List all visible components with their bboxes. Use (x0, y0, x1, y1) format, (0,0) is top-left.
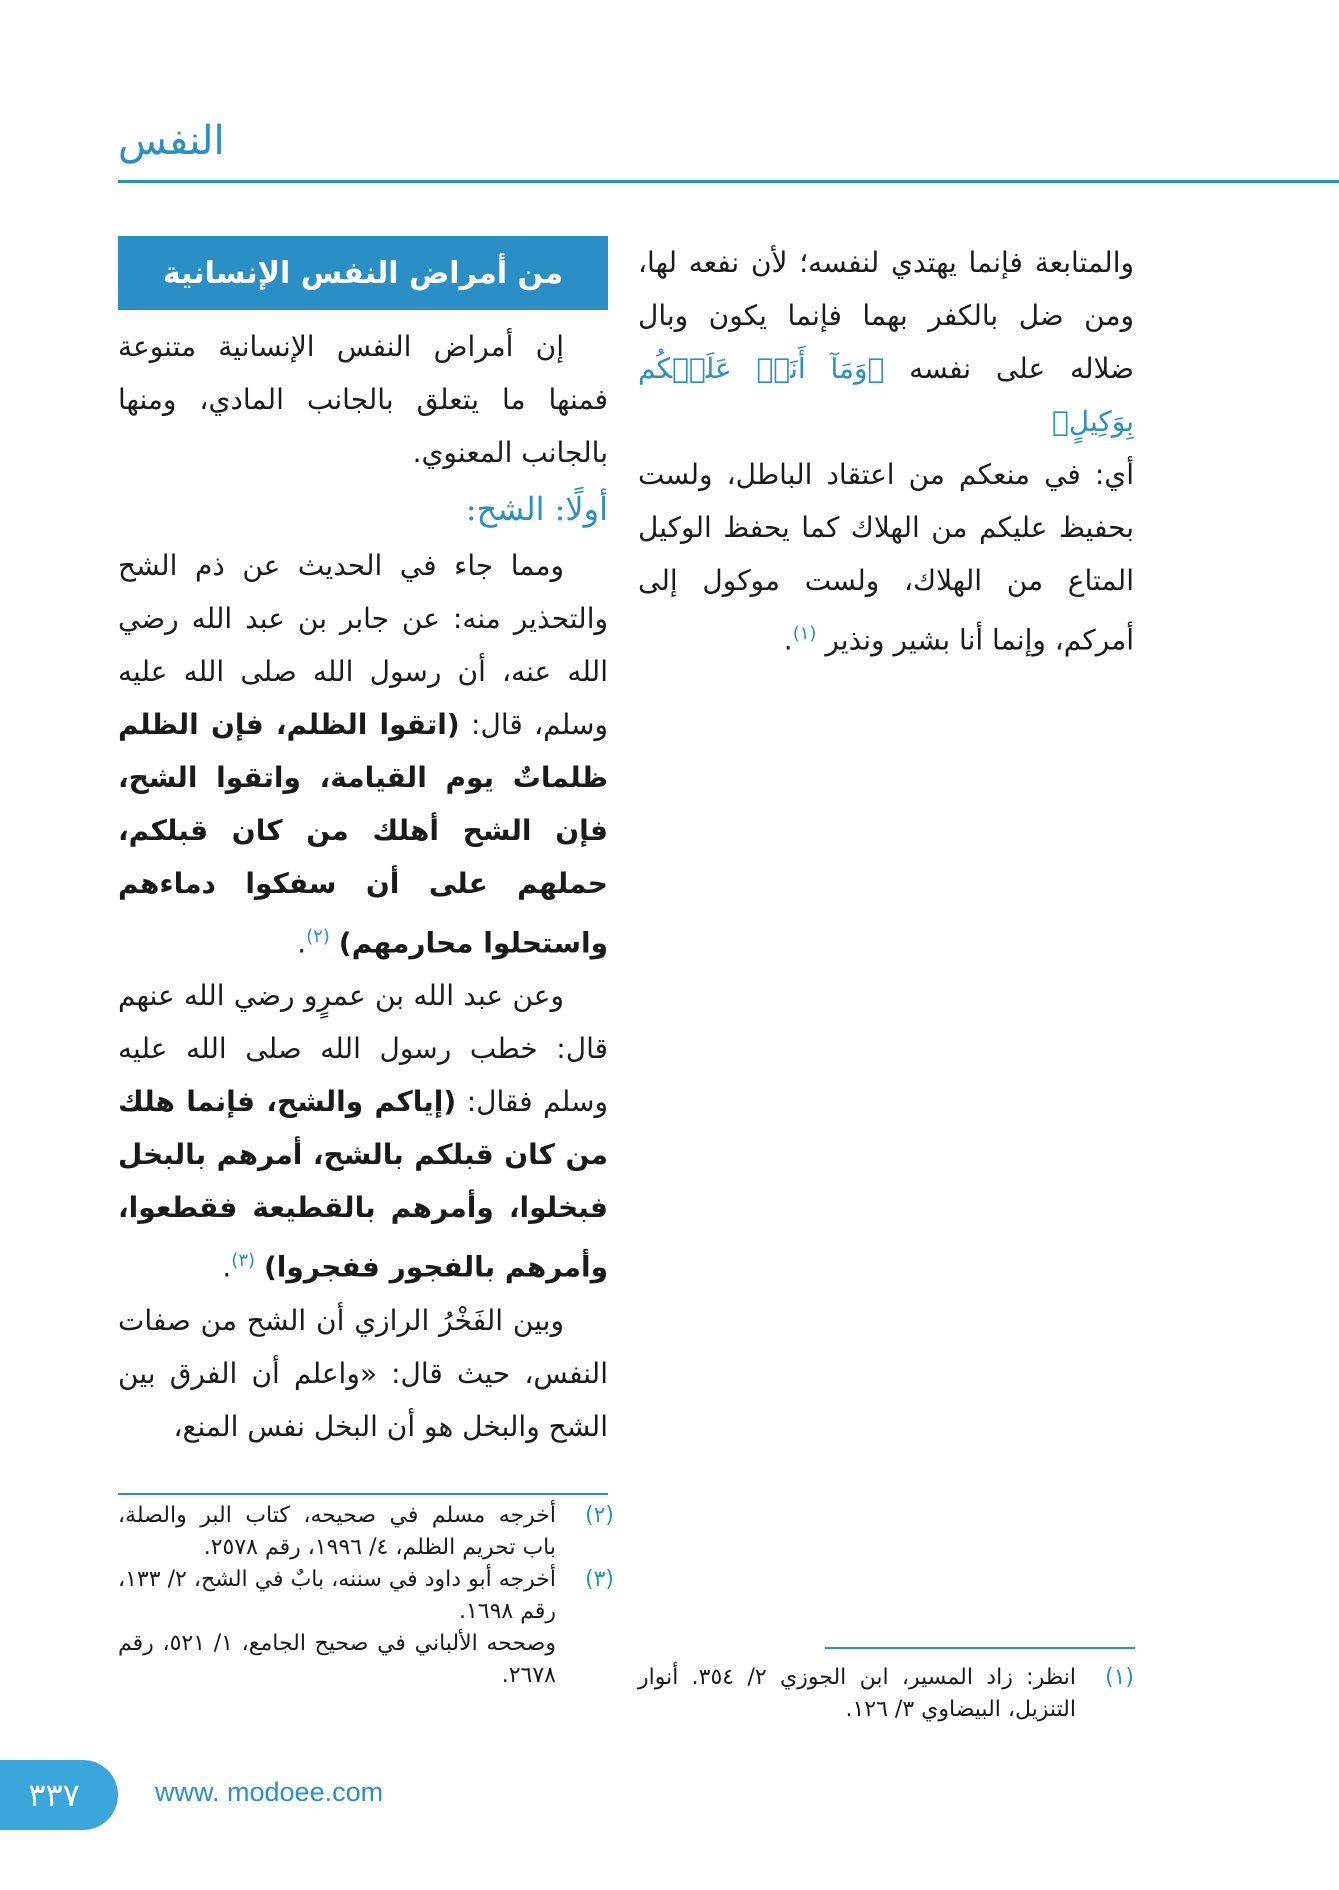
right-p1-text: والمتابعة فإنما يهتدي لنفسه؛ لأن نفعه لها، ومن ضل بالكفر بهما فإنما يكون وبال ضلاله على نفسه (638, 246, 1134, 385)
left-p1-text: ومما جاء في الحديث عن ذم الشح والتحذير منه: عن جابر بن عبد الله رضي الله عنه، أن رسول الله صلى الله عليه وسلم، قال: (118, 549, 608, 741)
page-header-title: النفس (118, 118, 225, 164)
right-p2-text: أي: في منعكم من اعتقاد الباطل، ولست بحفيظ عليكم من الهلاك كما يحفظ الوكيل المتاع من الهلاك، ولست موكول إلى أمركم، وإنما أنا بشير ونذير (638, 458, 1134, 657)
footnote-2 (118, 1500, 614, 1564)
footnote-3-continuation: وصححه الألباني في صحيح الجامع، ١/ ٥٢١، رقم ٢٦٧٨. (118, 1631, 556, 1688)
footnote-1-number: (١) (1104, 1665, 1134, 1690)
footnote-3 (118, 1564, 614, 1628)
footnote-1 (638, 1662, 1134, 1726)
left-column (118, 236, 608, 1453)
footnote-ref-1[interactable]: (١) (792, 623, 817, 644)
footnotes-left (118, 1500, 614, 1692)
right-paragraph-2 (638, 448, 1134, 666)
left-paragraph-1 (118, 539, 608, 969)
footnote-2-number: (٢) (584, 1503, 614, 1528)
right-paragraph-1 (638, 236, 1134, 448)
footnote-ref-3[interactable]: (٣) (231, 1250, 256, 1272)
footnote-ref-2[interactable]: (٢) (306, 926, 330, 947)
footnote-1-text: انظر: زاد المسير، ابن الجوزي ٢/ ٣٥٤. أنوار التنزيل، البيضاوي ٣/ ١٢٦. (638, 1665, 1076, 1722)
footnote-3-text: أخرجه أبو داود في سننه، بابٌ في الشح، ٢/ ١٣٣، رقم ١٦٩٨. (118, 1567, 557, 1624)
website-link[interactable]: www. modoee.com (155, 1777, 384, 1807)
right-column (638, 236, 1134, 666)
hadith-1: (اتقوا الظلم، فإن الظلم ظلماتٌ يوم القيامة، واتقوا الشح، فإن الشح أهلك من كان قبلكم، حملهم على أن سفكوا دماءهم واستحلوا محارمهم) (118, 708, 608, 960)
footnotes-right (638, 1662, 1134, 1726)
left-paragraph-3: وبين الفَخْرُ الرازي أن الشح من صفات النفس، حيث قال: «واعلم أن الفرق بين الشح والبخل هو أن البخل نفس المنع، (118, 1303, 608, 1443)
footnote-rule-left (118, 1493, 608, 1495)
quran-verse: ﴿وَمَآ أَنَا۠ عَلَيۡكُم بِوَكِيلٍ﴾ (638, 352, 1134, 438)
section-title-box: من أمراض النفس الإنسانية (118, 236, 608, 310)
footnote-2-text: أخرجه مسلم في صحيحه، كتاب البر والصلة، باب تحريم الظلم، ٤/ ١٩٩٦، رقم ٢٥٧٨. (118, 1503, 556, 1560)
left-p2-text: وعن عبد الله بن عمرٍو رضي الله عنهم قال: خطب رسول الله صلى الله عليه وسلم فقال: (118, 979, 608, 1119)
intro-paragraph: إن أمراض النفس الإنسانية متنوعة فمنها ما يتعلق بالجانب المادي، ومنها بالجانب المعنوي. (118, 330, 608, 469)
left-paragraph-2 (118, 969, 608, 1293)
hadith-2: (إياكم والشح، فإنما هلك من كان قبلكم بالشح، أمرهم بالبخل فبخلوا، وأمرهم بالقطيعة فقطعوا، وأمرهم بالفجور ففجروا) (118, 1085, 608, 1284)
left-p2-end: . (222, 1250, 232, 1284)
left-p1-end: . (297, 926, 307, 960)
header-rule (118, 180, 1339, 183)
footnote-rule-right (825, 1647, 1135, 1649)
footnote-3-number: (٣) (584, 1567, 614, 1592)
page-number-badge: ٣٣٧ (0, 1760, 118, 1830)
right-p2-end: . (783, 623, 793, 657)
subheading-stinginess: أولًا: الشح: (465, 490, 608, 528)
